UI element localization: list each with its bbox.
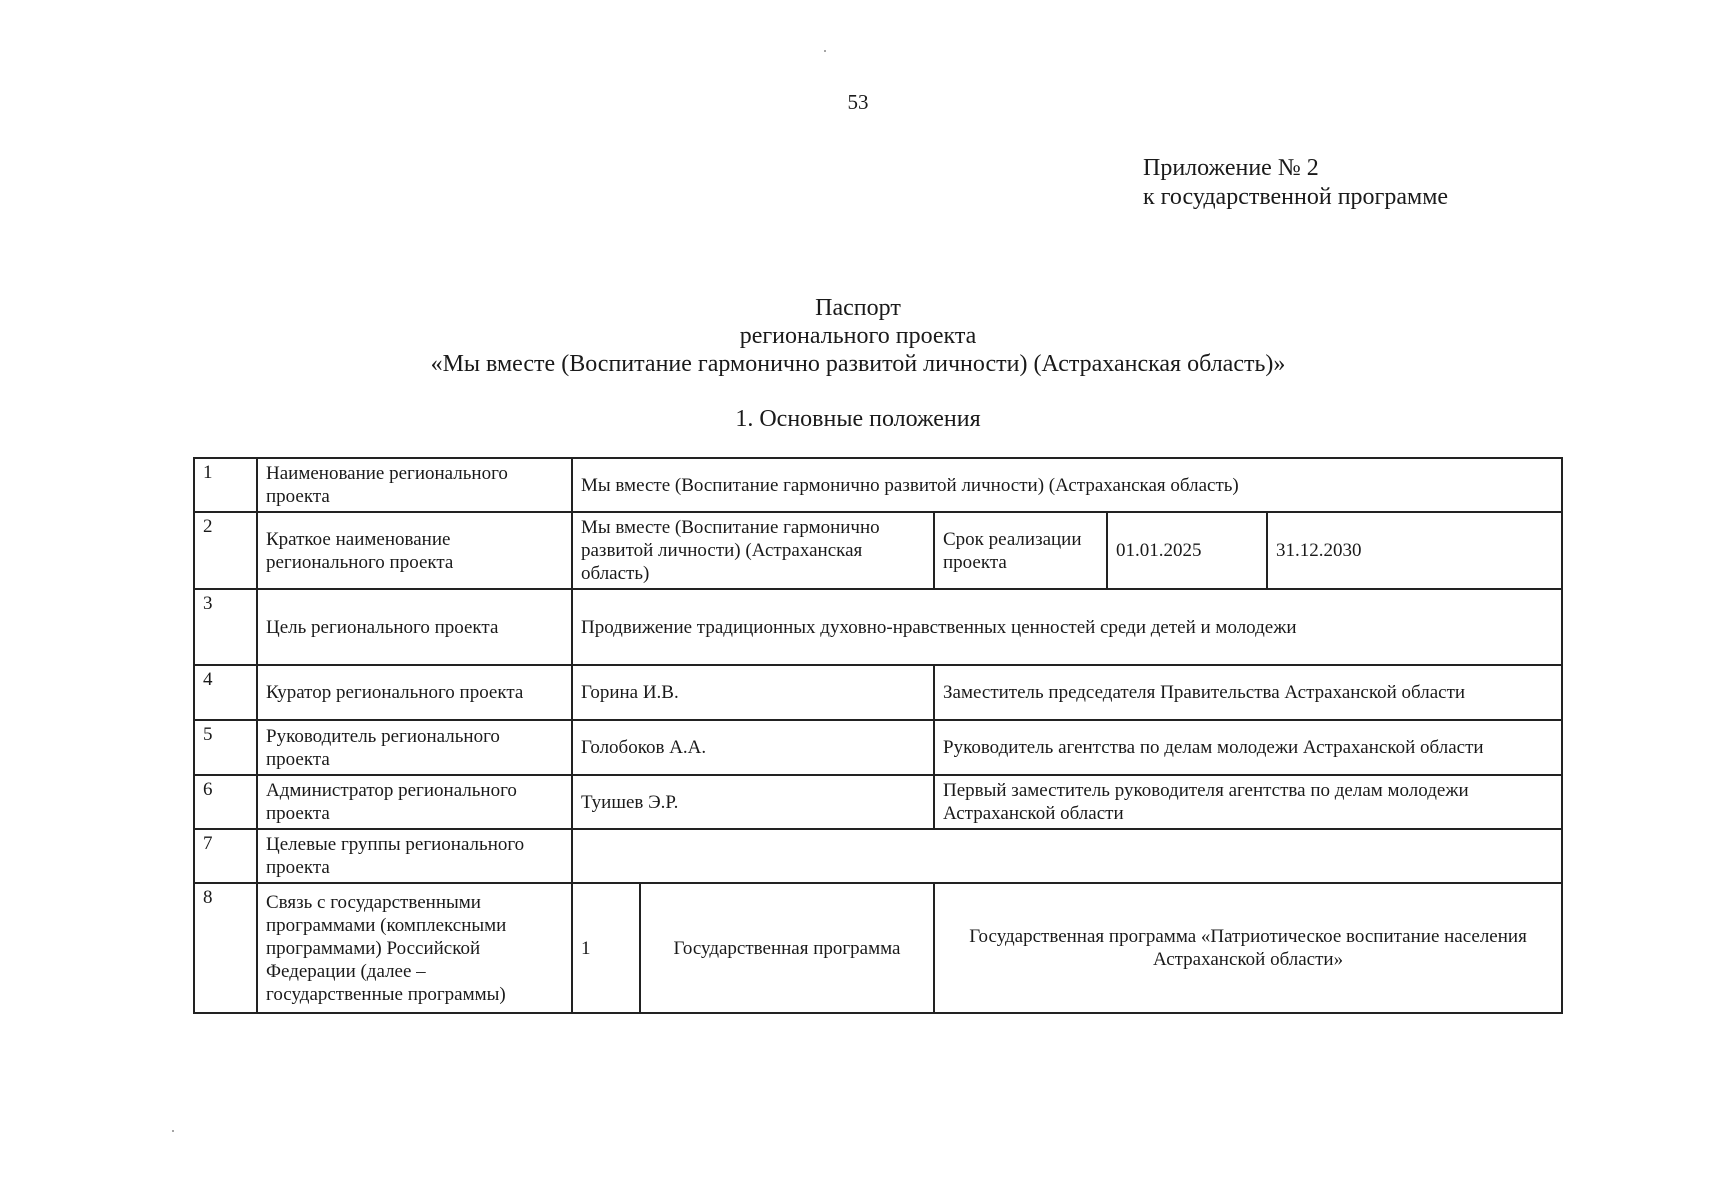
row-label: Руководитель регионального проекта: [257, 720, 572, 775]
passport-table: [193, 457, 1563, 1014]
section-title: 1. Основные положения: [735, 406, 981, 432]
program-name: Государственная программа «Патриотическое воспитание населения Астраханской области»: [934, 883, 1562, 1013]
row-value: Мы вместе (Воспитание гармонично развитой личности) (Астраханская область): [572, 512, 934, 589]
row-value: Продвижение традиционных духовно-нравственных ценностей среди детей и молодежи: [572, 589, 1562, 665]
title-line-3: «Мы вместе (Воспитание гармонично развитой личности) (Астраханская область)»: [430, 351, 1286, 377]
row-label: Наименование регионального проекта: [257, 458, 572, 512]
program-type: Государственная программа: [640, 883, 934, 1013]
row-number: 5: [194, 720, 257, 775]
row-number: 6: [194, 775, 257, 829]
scan-speck: [824, 50, 826, 52]
appendix-line-2: к государственной программе: [1143, 184, 1449, 210]
table-row: [194, 775, 1562, 829]
row-number: 2: [194, 512, 257, 589]
row-number: 1: [194, 458, 257, 512]
table-row: [194, 589, 1562, 665]
row-number: 7: [194, 829, 257, 883]
appendix-note: [1143, 154, 1448, 212]
row-value: [572, 829, 1562, 883]
table-row: [194, 458, 1562, 512]
row-label: Краткое наименование регионального проекта: [257, 512, 572, 589]
row-value: Туишев Э.Р.: [572, 775, 934, 829]
table-row: [194, 665, 1562, 720]
appendix-line-1: Приложение № 2: [1143, 155, 1319, 181]
row-value: Горина И.В.: [572, 665, 934, 720]
row-label: Целевые группы регионального проекта: [257, 829, 572, 883]
row-position: Первый заместитель руководителя агентства по делам молодежи Астраханской области: [934, 775, 1562, 829]
row-number: 3: [194, 589, 257, 665]
row-label: Цель регионального проекта: [257, 589, 572, 665]
end-date: 31.12.2030: [1267, 512, 1562, 589]
row-label: Связь с государственными программами (комплексными программами) Российской Федерации (далее – государственные программы): [257, 883, 572, 1013]
page-number: 53: [847, 90, 869, 114]
row-position: Заместитель председателя Правительства Астраханской области: [934, 665, 1562, 720]
row-number: 8: [194, 883, 257, 1013]
table-row: [194, 720, 1562, 775]
row-label: Администратор регионального проекта: [257, 775, 572, 829]
table-row: [194, 883, 1562, 1013]
row-position: Руководитель агентства по делам молодежи Астраханской области: [934, 720, 1562, 775]
program-number: 1: [572, 883, 640, 1013]
table-row: [194, 512, 1562, 589]
title-line-1: Паспорт: [815, 295, 901, 321]
term-label: Срок реализации проекта: [934, 512, 1107, 589]
row-value: Мы вместе (Воспитание гармонично развитой личности) (Астраханская область): [572, 458, 1562, 512]
document-title: [0, 294, 1716, 378]
row-value: Голобоков А.А.: [572, 720, 934, 775]
scan-speck: [172, 1130, 174, 1132]
row-label: Куратор регионального проекта: [257, 665, 572, 720]
title-line-2: регионального проекта: [739, 323, 977, 349]
row-number: 4: [194, 665, 257, 720]
table-row: [194, 829, 1562, 883]
start-date: 01.01.2025: [1107, 512, 1267, 589]
